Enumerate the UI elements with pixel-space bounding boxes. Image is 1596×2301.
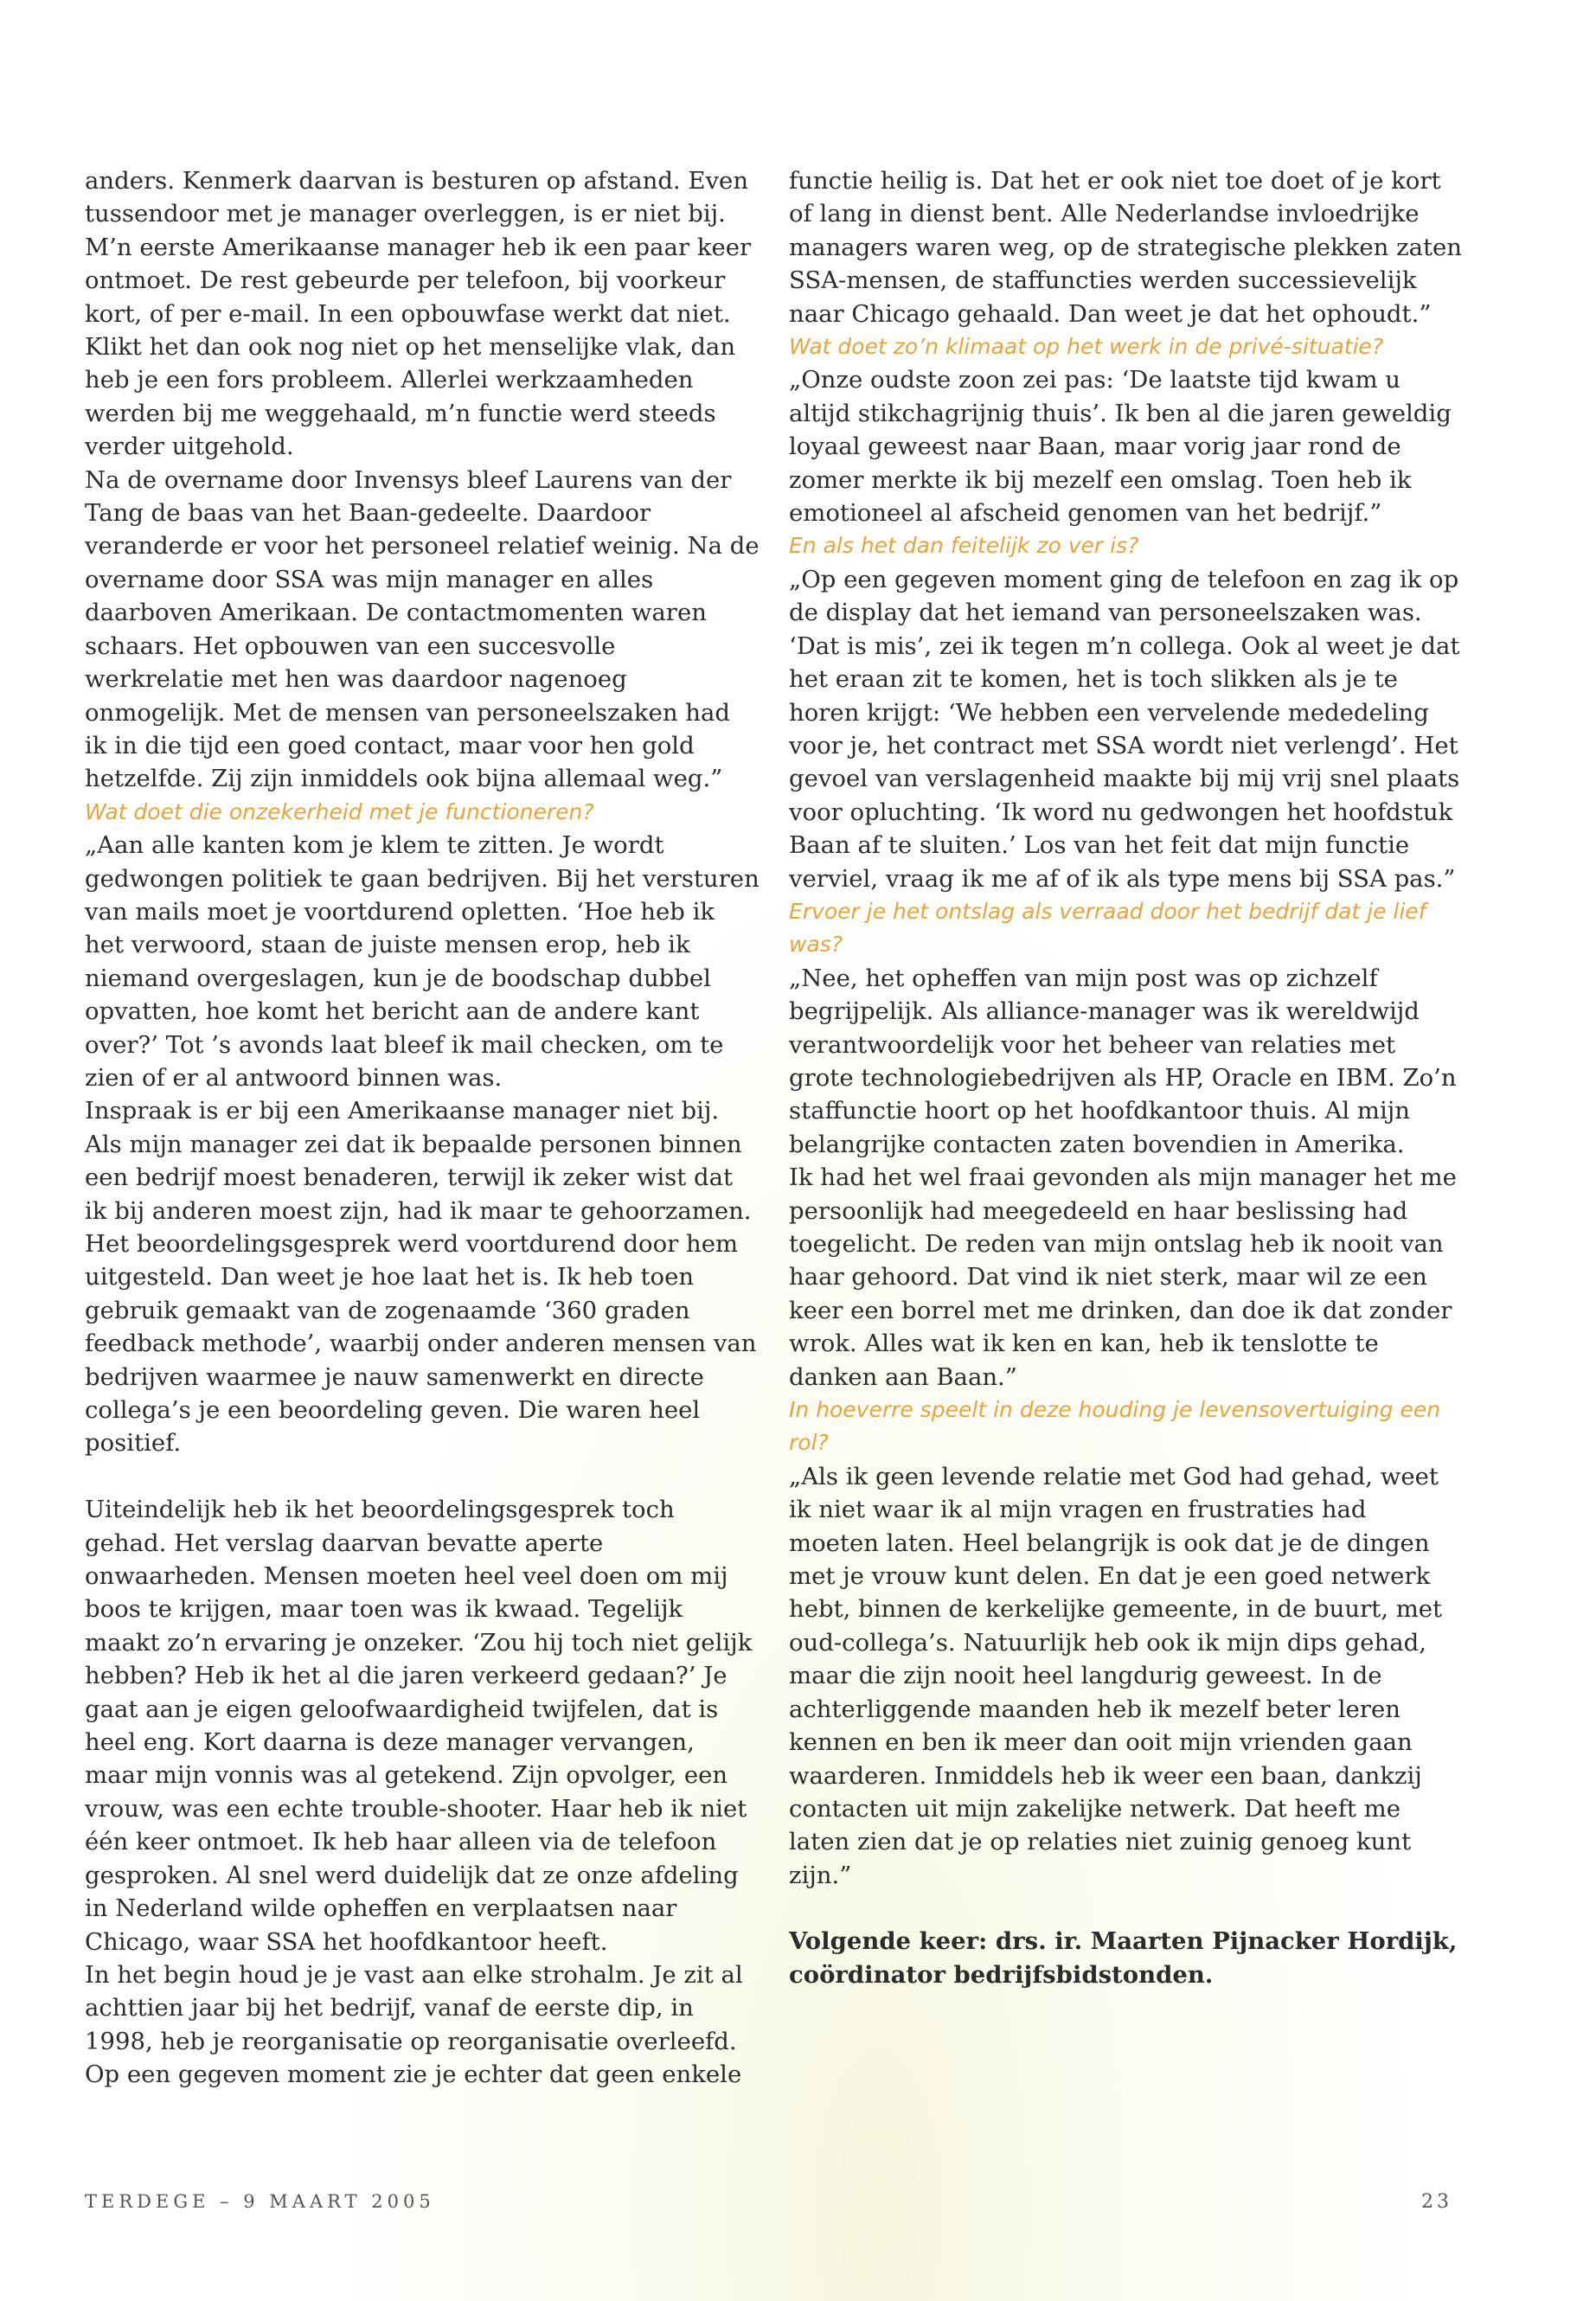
paragraph: „Onze oudste zoon zei pas: ‘De laatste tijd kwam u altijd stikchagrijnig thuis’. Ik ben al die jaren geweldig loyaal geweest naar Baan, maar vorig jaar rond de zomer merkte ik bij mezelf een omslag. Toen heb ik emotioneel al afscheid genomen van het bedrijf.” <box>789 366 1452 528</box>
interview-question: Wat doet die onzekerheid met je functioneren? <box>85 798 594 824</box>
paragraph: „Als ik geen levende relatie met God had gehad, weet ik niet waar ik al mijn vragen en frustraties had moeten laten. Heel belangrijk is ook dat je de dingen met je vrouw kunt delen. En dat je een goed netwerk hebt, binnen de kerkelijke gemeente, in de buurt, met oud-collega’s. Natuurlijk heb ook ik mijn dips gehad, maar die zijn nooit heel langdurig geweest. In de achterliggende maanden heb ik mezelf beter leren kennen en ben ik meer dan ooit mijn vrienden gaan waarderen. Inmiddels heb ik weer een baan, dankzij contacten uit mijn zakelijke netwerk. Dat heeft me laten zien dat je op relaties niet zuinig genoeg kunt zijn.” <box>789 1462 1443 1889</box>
page-number: 23 <box>1421 2191 1452 2213</box>
paragraph: „Op een gegeven moment ging de telefoon en zag ik op de display dat het iemand van personeelszaken was. ‘Dat is mis’, zei ik tegen m’n collega. Ook al weet je dat het eraan zit te komen, het is toch slikken als je te horen krijgt: ‘We hebben een vervelende mededeling voor je, het contract met SSA wordt niet verlengd’. Het gevoel van verslagenheid maakte bij mij vrij snel plaats voor opluchting. ‘Ik word nu gedwongen het hoofdstuk Baan af te sluiten.’ Los van het feit dat mijn functie verviel, vraag ik me af of ik als type mens bij SSA pas.” <box>789 565 1460 893</box>
paragraph: functie heilig is. Dat het er ook niet toe doet of je kort of lang in dienst bent. Alle Nederlandse invloedrijke managers waren weg, op de strategische plekken zaten SSA-mensen, de staffuncties werden successievelijk naar Chicago gehaald. Dan weet je dat het ophoudt.” <box>789 167 1463 328</box>
next-issue-note: Volgende keer: drs. ir. Maarten Pijnacker Hordijk, coördinator bedrijfsbidstonden. <box>789 1927 1458 1989</box>
interview-question: Wat doet zo’n klimaat op het werk in de privé-situatie? <box>789 334 1384 360</box>
paragraph: anders. Kenmerk daarvan is besturen op afstand. Even tussendoor met je manager overleggen, is er niet bij. M’n eerste Amerikaanse manager heb ik een paar keer ontmoet. De rest gebeurde per telefoon, bij voorkeur kort, of per e-mail. In een opbouwfase werkt dat niet. Klikt het dan ook nog niet op het menselijke vlak, dan heb je een fors probleem. Allerlei werkzaamheden werden bij me weggehaald, m’n functie werd steeds verder uitgehold. <box>85 167 752 461</box>
interview-question: En als het dan feitelijk zo ver is? <box>789 533 1139 559</box>
left-column <box>85 164 760 2092</box>
right-column <box>789 164 1464 1991</box>
paragraph-gap <box>85 1460 760 1493</box>
paragraph: Inspraak is er bij een Amerikaanse manager niet bij. Als mijn manager zei dat ik bepaalde personen binnen een bedrijf moest benaderen, terwijl ik zeker wist dat ik bij anderen moest zijn, had ik maar te gehoorzamen. Het beoordelingsgesprek werd voortdurend door hem uitgesteld. Dan weet je hoe laat het is. Ik heb toen gebruik gemaakt van de zogenaamde ‘360 graden feedback methode’, waarbij onder anderen mensen van bedrijven waarmee je nauw samenwerkt en directe collega’s je een beoordeling geven. Die waren heel positief. <box>85 1097 757 1458</box>
interview-question: Ervoer je het ontslag als verraad door het bedrijf dat je lief was? <box>789 898 1426 958</box>
magazine-footer: TERDEGE – 9 MAART 2005 <box>85 2191 435 2212</box>
paragraph: „Aan alle kanten kom je klem te zitten. Je wordt gedwongen politiek te gaan bedrijven. Bij het versturen van mails moet je voortdurend opletten. ‘Hoe heb ik het verwoord, staan de juiste mensen erop, heb ik niemand overgeslagen, kun je de boodschap dubbel opvatten, hoe komt het bericht aan de andere kant over?’ Tot ’s avonds laat bleef ik mail checken, om te zien of er al antwoord binnen was. <box>85 831 760 1092</box>
paragraph: Uiteindelijk heb ik het beoordelingsgesprek toch gehad. Het verslag daarvan bevatte aperte onwaarheden. Mensen moeten heel veel doen om mij boos te krijgen, maar toen was ik kwaad. Tegelijk maakt zo’n ervaring je onzeker. ‘Zou hij toch niet gelijk hebben? Heb ik het al die jaren verkeerd gedaan?’ Je gaat aan je eigen geloofwaardigheid twijfelen, dat is heel eng. Kort daarna is deze manager vervangen, maar mijn vonnis was al getekend. Zijn opvolger, een vrouw, was een echte trouble-shooter. Haar heb ik niet één keer ontmoet. Ik heb haar alleen via de telefoon gesproken. Al snel werd duidelijk dat ze onze afdeling in Nederland wilde opheffen en verplaatsen naar Chicago, waar SSA het hoofdkantoor heeft. <box>85 1496 753 1956</box>
paragraph: „Nee, het opheffen van mijn post was op zichzelf begrijpelijk. Als alliance-manager was ik wereldwijd verantwoordelijk voor het beheer van relaties met grote technologiebedrijven als HP, Oracle en IBM. Zo’n staffunctie hoort op het hoofdkantoor thuis. Al mijn belangrijke contacten zaten bovendien in Amerika. <box>789 964 1457 1158</box>
paragraph: Na de overname door Invensys bleef Laurens van der Tang de baas van het Baan-gedeelte. Daardoor veranderde er voor het personeel relatief weinig. Na de overname door SSA was mijn manager en alles daarboven Amerikaan. De contactmomenten waren schaars. Het opbouwen van een succesvolle werkrelatie met hen was daardoor nagenoeg onmogelijk. Met de mensen van personeelszaken had ik in die tijd een goed contact, maar voor hen gold hetzelfde. Zij zijn inmiddels ook bijna allemaal weg.” <box>85 465 760 793</box>
paragraph: In het begin houd je je vast aan elke strohalm. Je zit al achttien jaar bij het bedrijf, vanaf de eerste dip, in 1998, heb je reorganisatie op reorganisatie overleefd. Op een gegeven moment zie je echter dat geen enkele <box>85 1960 743 2089</box>
interview-question: In hoeverre speelt in deze houding je levensovertuiging een rol? <box>789 1397 1441 1456</box>
paragraph: Ik had het wel fraai gevonden als mijn manager het me persoonlijk had meegedeeld en haar beslissing had toegelicht. De reden van mijn ontslag heb ik nooit van haar gehoord. Dat vind ik niet sterk, maar wil ze een keer een borrel met me drinken, dan doe ik dat zonder wrok. Alles wat ik ken en kan, heb ik tenslotte te danken aan Baan.” <box>789 1163 1457 1391</box>
